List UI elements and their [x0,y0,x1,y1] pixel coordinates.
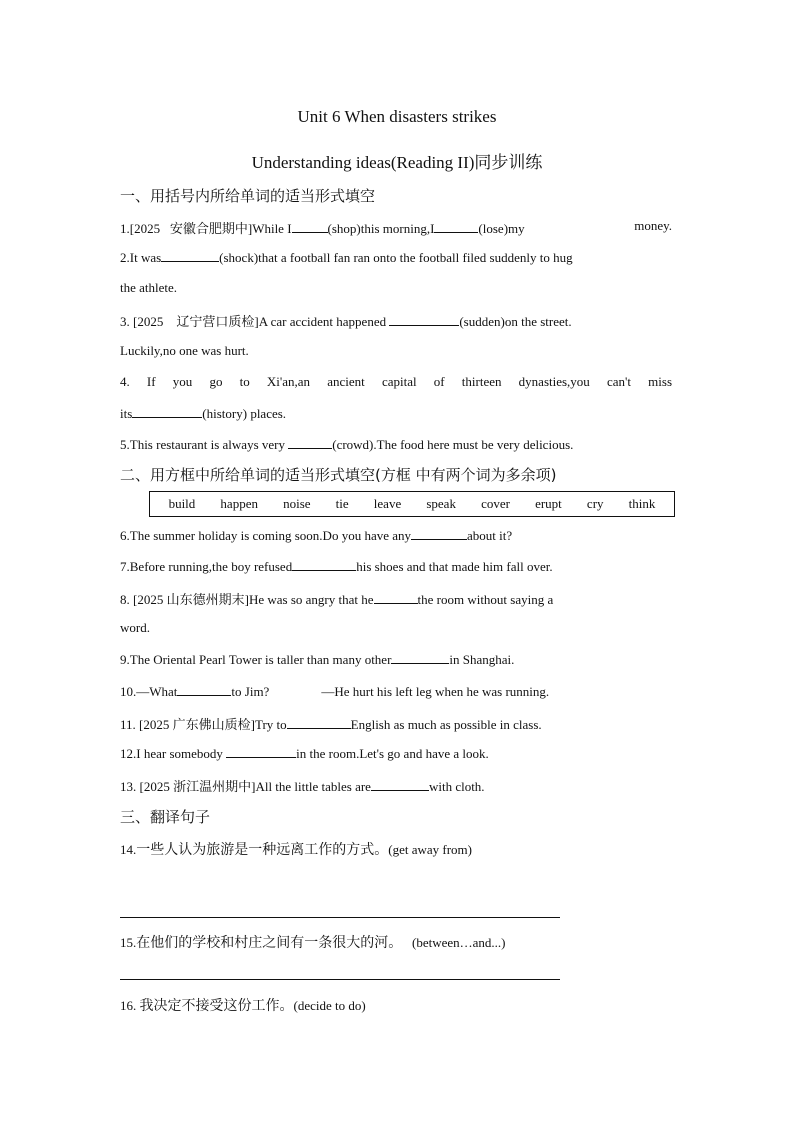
q2-text-b: (shock)that a football fan ran onto the football filed suddenly to hug [219,250,573,265]
word-box-item: tie [335,496,349,511]
question-14 [120,839,472,859]
q3-text-b: (sudden)on the street. [459,314,572,329]
answer-line-15[interactable] [120,979,560,980]
section3-heading: 三、翻译句子 [120,808,211,826]
word-box-item: cry [586,496,604,511]
section2-heading: 二、用方框中所给单词的适当形式填空(方框 中有两个词为多余项) [120,466,557,484]
q15-number: 15. [120,935,137,950]
q11-text-b: English as much as possible in class. [350,717,542,732]
q13-text-a: ]All the little tables are [251,779,371,794]
question-15 [120,932,506,952]
q4-word: If [146,374,156,389]
q3-number: 3. [2025 [120,314,164,329]
q1-text-c: (lose)my [478,221,525,236]
answer-blank[interactable] [177,683,231,696]
q13-number: 13. [2025 [120,779,170,794]
answer-blank[interactable] [374,591,418,604]
q4-text-a: its [120,406,133,421]
answer-blank[interactable] [292,220,328,233]
q11-source: 广东佛山质检 [172,718,251,733]
q12-text-b: in the room.Let's go and have a look. [296,746,489,761]
q7-text-b: his shoes and that made him fall over. [356,559,553,574]
q14-hint: (get away from) [388,842,472,857]
q4-word: go [209,374,223,389]
q1-text-a: ]While I [247,221,292,236]
answer-blank[interactable] [434,220,478,233]
question-6 [120,527,512,544]
q4-word: you [172,374,193,389]
q4-word: ancient [327,374,365,389]
answer-blank[interactable] [161,249,219,262]
q16-chinese: 我决定不接受这份工作。 [139,998,294,1014]
q13-text-b: with cloth. [428,779,485,794]
q16-number: 16. [120,998,140,1013]
q4-text-b: (history) places. [202,406,287,421]
question-7 [120,558,553,575]
question-3 [120,311,572,330]
q15-chinese: 在他们的学校和村庄之间有一条很大的河。 [136,935,403,951]
answer-blank[interactable] [288,436,332,449]
q13-source: 浙江温州期中 [173,780,252,795]
q4-word: dynasties,you [518,374,590,389]
q15-hint: (between…and...) [412,935,506,950]
q4-word: 4. [120,374,130,389]
q9-text-b: in Shanghai. [449,652,515,667]
q11-number: 11. [2025 [120,717,170,732]
answer-line-14[interactable] [120,917,560,918]
q3-source: 辽宁营口质检 [176,315,255,330]
answer-blank[interactable] [292,558,356,571]
q2-text-a: 2.It was [120,250,162,265]
q4-word: can't [606,374,631,389]
q10-text-b: to Jim? [231,684,270,699]
q10-text-c: —He hurt his left leg when he was running. [321,684,550,699]
answer-blank[interactable] [287,716,351,729]
question-8 [120,589,553,608]
question-16 [120,995,366,1015]
q12-text-a: 12.I hear somebody [120,746,223,761]
q4-word: of [433,374,445,389]
q11-text-a: ]Try to [250,717,287,732]
word-box-item: speak [426,496,456,511]
word-box-item: cover [481,496,510,511]
answer-blank[interactable] [132,405,202,418]
word-box-item: think [628,496,656,511]
word-box-item: noise [283,496,311,511]
question-11 [120,714,542,733]
answer-blank[interactable] [411,527,467,540]
word-box-item: happen [220,496,258,511]
section1-heading: 一、用括号内所给单词的适当形式填空 [120,187,376,205]
q4-word: capital [381,374,417,389]
q3-text-a: ]A car accident happened [254,314,387,329]
page-title: Unit 6 When disasters strikes [297,107,497,126]
q14-number: 14. [120,842,137,857]
q2-continuation: the athlete. [120,280,178,295]
q8-text-b: the room without saying a [417,592,554,607]
word-box-item: erupt [535,496,562,511]
question-1 [120,218,672,237]
answer-blank[interactable] [391,651,449,664]
question-12 [120,745,489,762]
q7-text-a: 7.Before running,the boy refused [120,559,293,574]
q4-continuation [120,405,286,422]
question-2 [120,249,573,266]
word-box [149,491,675,517]
word-box-item: leave [373,496,402,511]
q8-source: 山东德州期末 [166,593,245,608]
question-9 [120,651,514,668]
q1-text-d: money. [634,218,672,233]
q10-text-a: 10.—What [120,684,178,699]
q1-source: 安徽合肥期中 [169,222,248,237]
q4-word: thirteen [461,374,502,389]
q3-continuation: Luckily,no one was hurt. [120,343,249,358]
q8-text-a: ]He was so angry that he [244,592,374,607]
q1-number: 1.[2025 [120,221,161,236]
q5-text-a: 5.This restaurant is always very [120,437,285,452]
q9-text-a: 9.The Oriental Pearl Tower is taller than many other [120,652,392,667]
q5-text-b: (crowd).The food here must be very delicious. [332,437,574,452]
word-box-item: build [168,496,196,511]
answer-blank[interactable] [226,745,296,758]
q14-chinese: 一些人认为旅游是一种远离工作的方式。 [136,842,389,858]
question-4 [120,374,672,390]
q4-word: Xi'an,an [266,374,311,389]
q8-number: 8. [2025 [120,592,164,607]
question-10 [120,683,549,700]
q8-continuation: word. [120,620,150,635]
q4-word: to [239,374,250,389]
page-subtitle: Understanding ideas(Reading II)同步训练 [251,153,543,172]
q16-hint: (decide to do) [293,998,366,1013]
answer-blank[interactable] [389,313,459,326]
answer-blank[interactable] [371,778,429,791]
q1-text-b: (shop)this morning,I [327,221,435,236]
q6-text-a: 6.The summer holiday is coming soon.Do you have any [120,528,412,543]
question-5 [120,436,573,453]
question-13 [120,776,485,795]
q4-word: miss [648,374,672,389]
q6-text-b: about it? [467,528,513,543]
